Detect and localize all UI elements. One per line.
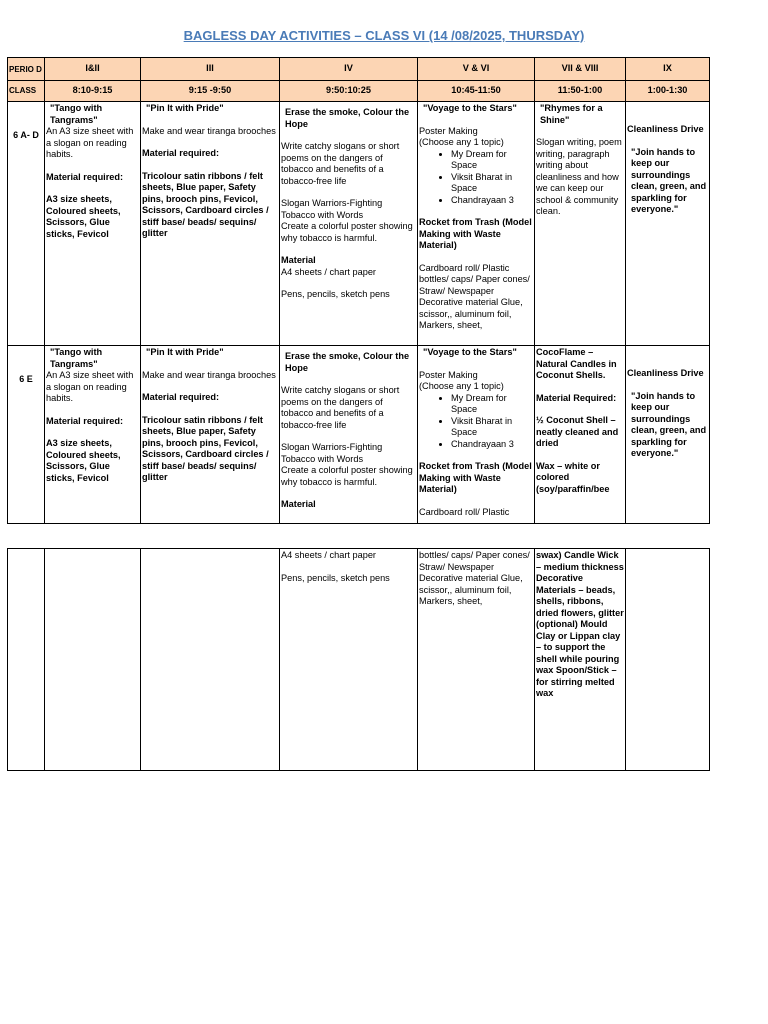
activity-desc: Make and wear tiranga brooches xyxy=(142,369,276,380)
empty-cell xyxy=(8,549,45,771)
table-row xyxy=(8,102,710,346)
activity-cell xyxy=(535,102,626,346)
materials-list: Tricolour satin ribbons / felt sheets, Blue paper, Safety pins, brooch pins, Fevicol, Scissors, Cardboard circles / stiff base/ beads/ sequins/ glitter xyxy=(142,414,269,482)
activity-cell xyxy=(418,549,535,771)
topic-list xyxy=(419,149,533,207)
activity-title: "Tango with Tangrams" xyxy=(50,347,103,369)
activity-desc: An A3 size sheet with a slogan on reading habits. xyxy=(46,126,134,159)
activity-cell xyxy=(45,346,141,524)
activity-desc: "Join hands to keep our surroundings clean, green, and sparkling for everyone." xyxy=(631,146,707,214)
class-cell: 6 E xyxy=(8,346,45,524)
material-item: ½ Coconut Shell – neatly cleaned and dried xyxy=(536,415,619,448)
activity-title: Rocket from Trash (Model Making with Waste Material) xyxy=(419,461,532,494)
activity-desc: An A3 size sheet with a slogan on reading habits. xyxy=(46,370,134,403)
page-title: BAGLESS DAY ACTIVITIES – CLASS VI (14 /08/2025, THURSDAY) xyxy=(183,28,585,43)
list-item: • My Dream for Space xyxy=(451,393,533,416)
activity-desc: Slogan writing, poem writing, paragraph writing about cleanliness and how we can keep our school & community clean. xyxy=(536,137,622,216)
activity-sub: Poster Making xyxy=(419,369,478,380)
activity-title: Cleanliness Drive xyxy=(627,124,704,134)
list-item: • My Dream for Space xyxy=(451,149,533,172)
period-header: I&II xyxy=(45,58,141,81)
activity-title: "Voyage to the Stars" xyxy=(423,347,517,357)
schedule-table xyxy=(7,57,710,524)
material-label: Material required: xyxy=(142,392,220,402)
activity-cell xyxy=(535,549,626,771)
activity-desc: Create a colorful poster showing why tobacco is harmful. xyxy=(281,221,413,243)
activity-cell xyxy=(141,346,280,524)
activity-title: Rocket from Trash (Model Making with Waste Material) xyxy=(419,217,532,250)
activity-cell xyxy=(45,102,141,346)
material-item: Pens, pencils, sketch pens xyxy=(281,289,390,299)
period-header: III xyxy=(141,58,280,81)
activity-desc: Write catchy slogans or short poems on the dangers of tobacco and benefits of a tobacco-free life xyxy=(281,385,400,430)
activity-cell xyxy=(141,102,280,346)
activity-cell xyxy=(280,102,418,346)
activity-title: Erase the smoke, Colour the Hope xyxy=(285,351,410,373)
activity-desc: Slogan Warriors-Fighting Tobacco with Words xyxy=(281,198,383,220)
empty-cell xyxy=(141,549,280,771)
list-item: • Viksit Bharat in Space xyxy=(451,172,533,195)
activity-cell xyxy=(626,102,710,346)
period-header: IV xyxy=(280,58,418,81)
activity-desc: Write catchy slogans or short poems on the dangers of tobacco and benefits of a tobacco-free life xyxy=(281,141,400,186)
activity-title: "Pin It with Pride" xyxy=(146,347,224,357)
materials-list: A3 size sheets, Coloured sheets, Scissors, Glue sticks, Fevicol xyxy=(46,194,121,239)
period-header: V & VI xyxy=(418,58,535,81)
activity-desc: Slogan Warriors-Fighting Tobacco with Words xyxy=(281,442,383,464)
activity-sub: Poster Making xyxy=(419,125,478,136)
activity-cell xyxy=(418,102,535,346)
activity-title: Cleanliness Drive xyxy=(627,368,704,378)
time-header: 10:45-11:50 xyxy=(418,81,535,102)
time-header: 9:50:10:25 xyxy=(280,81,418,102)
activity-sub: (Choose any 1 topic) xyxy=(419,381,504,391)
activity-title: Erase the smoke, Colour the Hope xyxy=(285,107,410,129)
material-label: Material required: xyxy=(46,415,124,426)
activity-desc: Make and wear tiranga brooches xyxy=(142,125,276,136)
table-row xyxy=(8,346,710,524)
activity-title: "Voyage to the Stars" xyxy=(423,103,517,113)
materials-list: Cardboard roll/ Plastic bottles/ caps/ Paper cones/ Straw/ Newspaper Decorative material Glue, scissor,, aluminum foil, Markers, sheet, xyxy=(419,262,530,330)
period-header: VII & VIII xyxy=(535,58,626,81)
activity-title: "Tango with Tangrams" xyxy=(50,103,103,125)
activity-cell xyxy=(280,346,418,524)
material-label: Material xyxy=(281,499,316,509)
class-cell: 6 A- D xyxy=(8,102,45,346)
activity-title: "Rhymes for a Shine" xyxy=(540,103,603,125)
time-header: 9:15 -9:50 xyxy=(141,81,280,102)
materials-list: bottles/ caps/ Paper cones/ Straw/ Newspaper Decorative material Glue, scissor,, aluminum foil, Markers, sheet, xyxy=(419,550,530,606)
activity-desc: "Join hands to keep our surroundings clean, green, and sparkling for everyone." xyxy=(631,390,707,458)
time-header: 8:10-9:15 xyxy=(45,81,141,102)
material-item: Pens, pencils, sketch pens xyxy=(281,572,390,583)
class-label: CLASS xyxy=(8,81,45,102)
topic-list xyxy=(419,393,533,451)
time-header-row xyxy=(8,81,710,102)
materials-list: swax) Candle Wick – medium thickness Decorative Materials – beads, shells, ribbons, dried flowers, glitter (optional) Mould Clay or Lippan clay – to support the shell while pouring wax Spoon/Stick – for stirring melted wax xyxy=(536,550,624,698)
activity-cell xyxy=(418,346,535,524)
material-label: Material Required: xyxy=(536,392,617,403)
activity-cell xyxy=(535,346,626,524)
empty-cell xyxy=(45,549,141,771)
material-item: A4 sheets / chart paper xyxy=(281,266,376,277)
material-label: Material required: xyxy=(142,148,220,158)
activity-title: "Pin It with Pride" xyxy=(146,103,224,113)
material-label: Material xyxy=(281,255,316,265)
material-label: Material required: xyxy=(46,171,124,182)
table-row xyxy=(8,549,710,771)
activity-desc: Create a colorful poster showing why tobacco is harmful. xyxy=(281,465,413,487)
activity-cell xyxy=(626,346,710,524)
list-item: • Viksit Bharat in Space xyxy=(451,416,533,439)
activity-title: CocoFlame – Natural Candles in Coconut Shells. xyxy=(536,347,617,380)
materials-list: Cardboard roll/ Plastic xyxy=(419,506,510,517)
activity-cell xyxy=(280,549,418,771)
activity-sub: (Choose any 1 topic) xyxy=(419,137,504,147)
material-item: A4 sheets / chart paper xyxy=(281,550,376,560)
period-label: PERIO D xyxy=(8,58,45,81)
continuation-table xyxy=(7,548,710,771)
time-header: 11:50-1:00 xyxy=(535,81,626,102)
period-header-row xyxy=(8,58,710,81)
material-item: Wax – white or colored (soy/paraffin/bee xyxy=(536,460,610,494)
period-header: IX xyxy=(626,58,710,81)
materials-list: Tricolour satin ribbons / felt sheets, Blue paper, Safety pins, brooch pins, Fevicol, Scissors, Cardboard circles / stiff base/ beads/ sequins/ glitter xyxy=(142,170,269,238)
materials-list: A3 size sheets, Coloured sheets, Scissors, Glue sticks, Fevicol xyxy=(46,438,121,483)
list-item: • Chandrayaan 3 xyxy=(451,195,533,207)
empty-cell xyxy=(626,549,710,771)
time-header: 1:00-1:30 xyxy=(626,81,710,102)
list-item: • Chandrayaan 3 xyxy=(451,439,533,451)
